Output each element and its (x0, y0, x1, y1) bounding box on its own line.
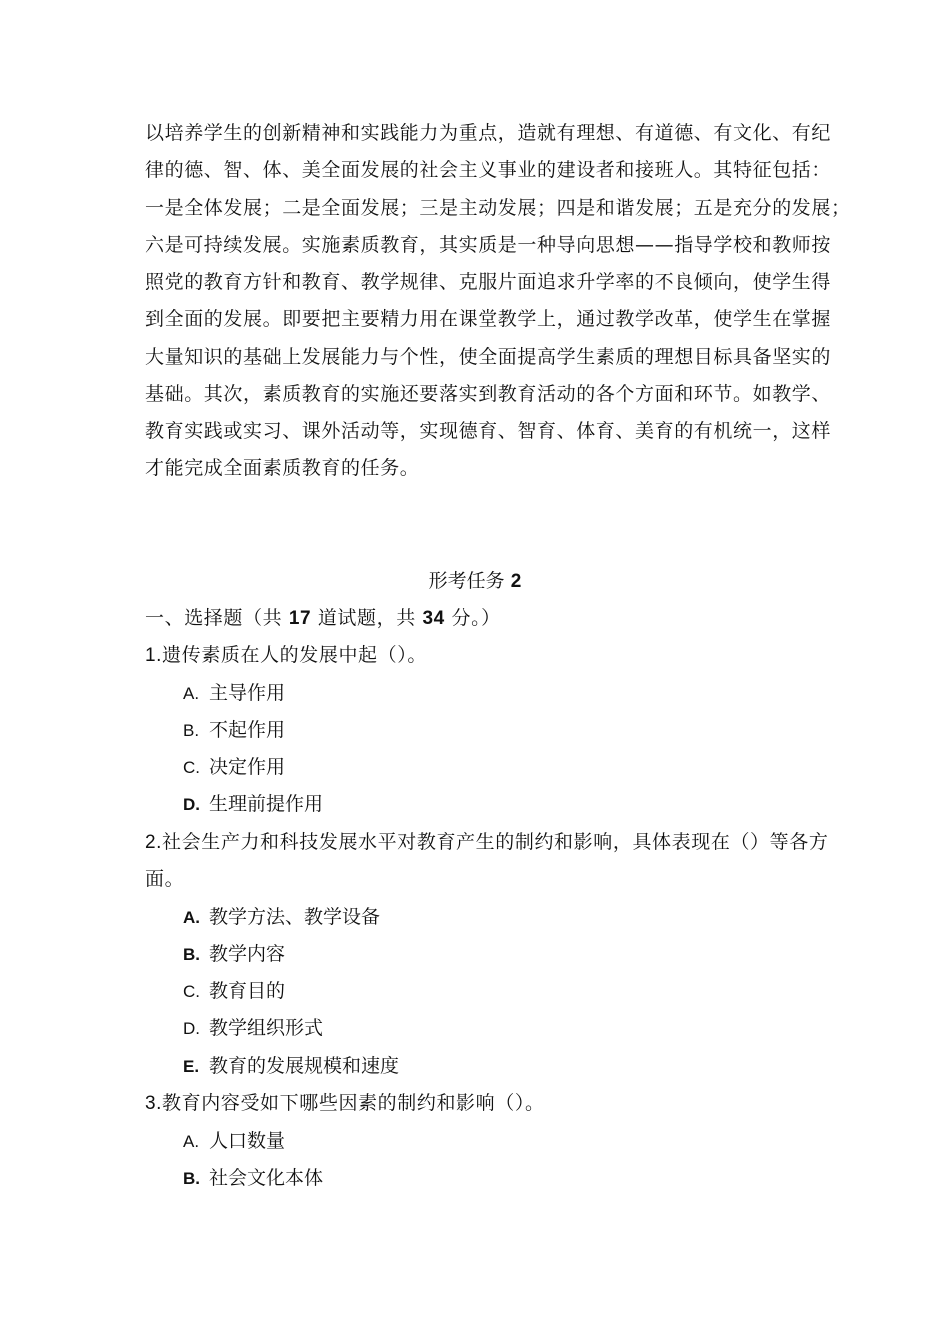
question-3 (145, 1091, 545, 1116)
option-1d (183, 792, 323, 817)
option-1b (183, 718, 285, 743)
section-header (145, 606, 501, 631)
option-3b (183, 1166, 323, 1191)
option-2e (183, 1054, 399, 1079)
option-letter: D. (183, 1019, 200, 1038)
paragraph-line: 基础。其次，素质教育的实施还要落实到教育活动的各个方面和环节。如教学、 (145, 383, 832, 405)
section-middle: 道试题，共 (317, 607, 416, 629)
option-3a (183, 1129, 285, 1154)
question-1 (145, 643, 427, 668)
task-title-text: 形考任务 (428, 570, 505, 592)
option-2a (183, 905, 380, 930)
option-2d (183, 1016, 323, 1041)
option-text: 教育目的 (209, 980, 286, 1002)
option-text: 教学组织形式 (209, 1017, 324, 1039)
option-letter: C. (183, 982, 200, 1001)
paragraph-line: 教育实践或实习、课外活动等，实现德育、智育、体育、美育的有机统一，这样 (145, 420, 832, 442)
option-letter: E. (183, 1057, 200, 1076)
total-score: 34 (422, 608, 445, 629)
option-letter: A. (183, 908, 200, 927)
paragraph-line: 大量知识的基础上发展能力与个性，使全面提高学生素质的理想目标具备坚实的 (145, 346, 832, 368)
option-letter: A. (183, 1132, 200, 1151)
paragraph-line: 以培养学生的创新精神和实践能力为重点，造就有理想、有道德、有文化、有纪 (145, 122, 832, 144)
option-text: 不起作用 (209, 719, 286, 741)
option-text: 教学内容 (209, 943, 286, 965)
option-1c (183, 755, 285, 780)
option-letter: A. (183, 684, 200, 703)
option-text: 主导作用 (209, 682, 286, 704)
option-1a (183, 681, 285, 706)
question-2-continued: 面。 (145, 868, 185, 890)
question-2 (145, 830, 828, 855)
paragraph-line: 律的德、智、体、美全面发展的社会主义事业的建设者和接班人。其特征包括： (145, 159, 832, 181)
question-text: 社会生产力和科技发展水平对教育产生的制约和影响，具体表现在（）等各方 (162, 831, 829, 853)
option-text: 教育的发展规模和速度 (209, 1055, 400, 1077)
section-prefix: 一、选择题（共 (145, 607, 283, 629)
task-title (0, 569, 950, 594)
paragraph-line: 一是全体发展；二是全面发展；三是主动发展；四是和谐发展；五是充分的发展； (145, 197, 851, 219)
paragraph-line: 才能完成全面素质教育的任务。 (145, 457, 420, 479)
option-text: 生理前提作用 (209, 793, 324, 815)
option-2b (183, 942, 285, 967)
question-count: 17 (288, 608, 312, 629)
question-number: 2. (145, 832, 163, 853)
question-text: 遗传素质在人的发展中起（）。 (162, 644, 427, 666)
option-text: 教学方法、教学设备 (209, 906, 381, 928)
question-text: 教育内容受如下哪些因素的制约和影响（）。 (162, 1092, 545, 1114)
paragraph-line: 到全面的发展。即要把主要精力用在课堂教学上，通过教学改革，使学生在掌握 (145, 308, 832, 330)
task-title-number: 2 (510, 571, 522, 592)
paragraph-line: 照党的教育方针和教育、教学规律、克服片面追求升学率的不良倾向，使学生得 (145, 271, 832, 293)
option-2c (183, 979, 285, 1004)
option-letter: D. (183, 795, 200, 814)
question-number: 3. (145, 1093, 163, 1114)
option-letter: C. (183, 758, 200, 777)
option-text: 人口数量 (209, 1130, 286, 1152)
option-letter: B. (183, 1169, 200, 1188)
question-number: 1. (145, 645, 163, 666)
option-letter: B. (183, 945, 200, 964)
option-letter: B. (183, 721, 200, 740)
paragraph-line: 六是可持续发展。实施素质教育，其实质是一种导向思想——指导学校和教师按 (145, 234, 832, 256)
option-text: 决定作用 (209, 756, 286, 778)
section-suffix: 分。） (451, 607, 501, 629)
option-text: 社会文化本体 (209, 1167, 324, 1189)
